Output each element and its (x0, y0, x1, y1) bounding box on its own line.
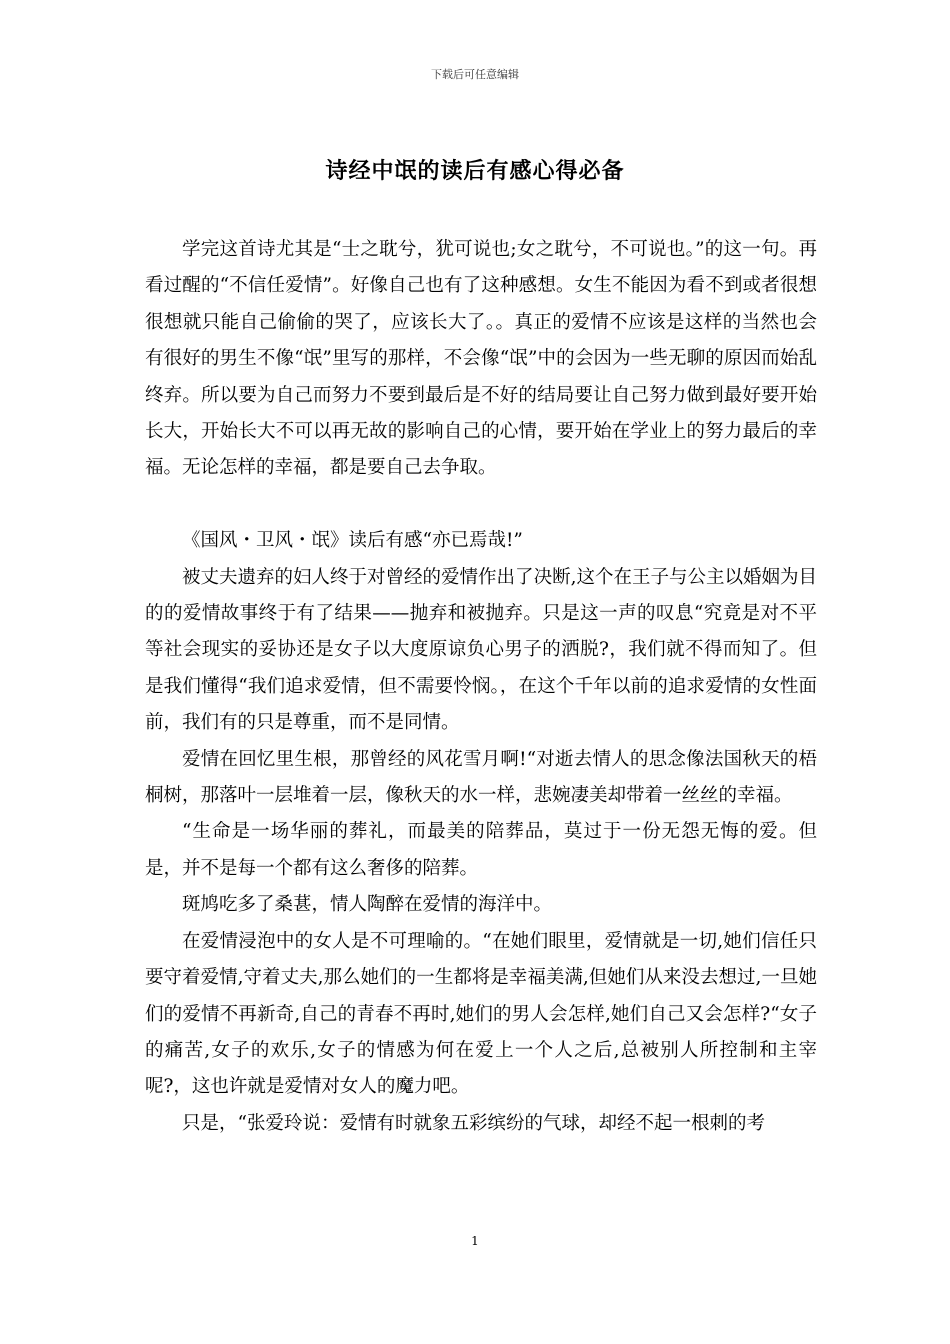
document-body (145, 232, 817, 1142)
paragraph: 只是，“张爱玲说：爱情有时就象五彩缤纷的气球，却经不起一根刺的考 (182, 1112, 765, 1134)
paragraph: “生命是一场华丽的葬礼，而最美的陪葬品，莫过于一份无怨无悔的爱。但是，并不是每一个都有这么奢侈的陪葬。 (145, 821, 817, 879)
paragraph: 《国风・卫风・氓》读后有感“亦已焉哉!” (182, 530, 523, 552)
page-number: 1 (471, 1234, 479, 1248)
paragraph: 学完这首诗尤其是“士之耽兮，犹可说也;女之耽兮，不可说也。”的这一句。再看过醒的“不信任爱情”。好像自己也有了这种感想。女生不能因为看不到或者很想很想就只能自己偷偷的哭了，应该长大了。。真正的爱情不应该是这样的当然也会有很好的男生不像“氓”里写的那样，不会像“氓”中的会因为一些无聊的原因而始乱终弃。所以要为自己而努力不要到最后是不好的结局要让自己努力做到最好要开始长大，开始长大不可以再无故的影响自己的心情，要开始在学业上的努力最后的幸福。无论怎样的幸福，都是要自己去争取。 (145, 239, 817, 479)
paragraph: 在爱情浸泡中的女人是不可理喻的。“在她们眼里，爱情就是一切,她们信任只要守着爱情,守着丈夫,那么她们的一生都将是幸福美满,但她们从来没去想过,一旦她们的爱情不再新奇,自己的青春不再时,她们的男人会怎样,她们自己又会怎样?“女子的痛苦,女子的欢乐,女子的情感为何在爱上一个人之后,总被别人所控制和主宰呢?，这也许就是爱情对女人的魔力吧。 (145, 930, 817, 1098)
page-header: 下载后可任意编辑 (431, 68, 519, 81)
document-title: 诗经中氓的读后有感心得必备 (325, 158, 625, 184)
paragraph: 被丈夫遗弃的妇人终于对曾经的爱情作出了决断,这个在王子与公主以婚姻为目的的爱情故事终于有了结果——抛弃和被抛弃。只是这一声的叹息“究竟是对不平等社会现实的妥协还是女子以大度原谅负心男子的洒脱?，我们就不得而知了。但是我们懂得“我们追求爱情，但不需要怜悯。，在这个千年以前的追求爱情的女性面前，我们有的只是尊重，而不是同情。 (145, 566, 817, 734)
paragraph: 爱情在回忆里生根，那曾经的风花雪月啊!“对逝去情人的思念像法国秋天的梧桐树，那落叶一层堆着一层，像秋天的水一样，悲婉凄美却带着一丝丝的幸福。 (145, 748, 817, 807)
paragraph: 斑鸠吃多了桑葚，情人陶醉在爱情的海洋中。 (182, 894, 553, 916)
